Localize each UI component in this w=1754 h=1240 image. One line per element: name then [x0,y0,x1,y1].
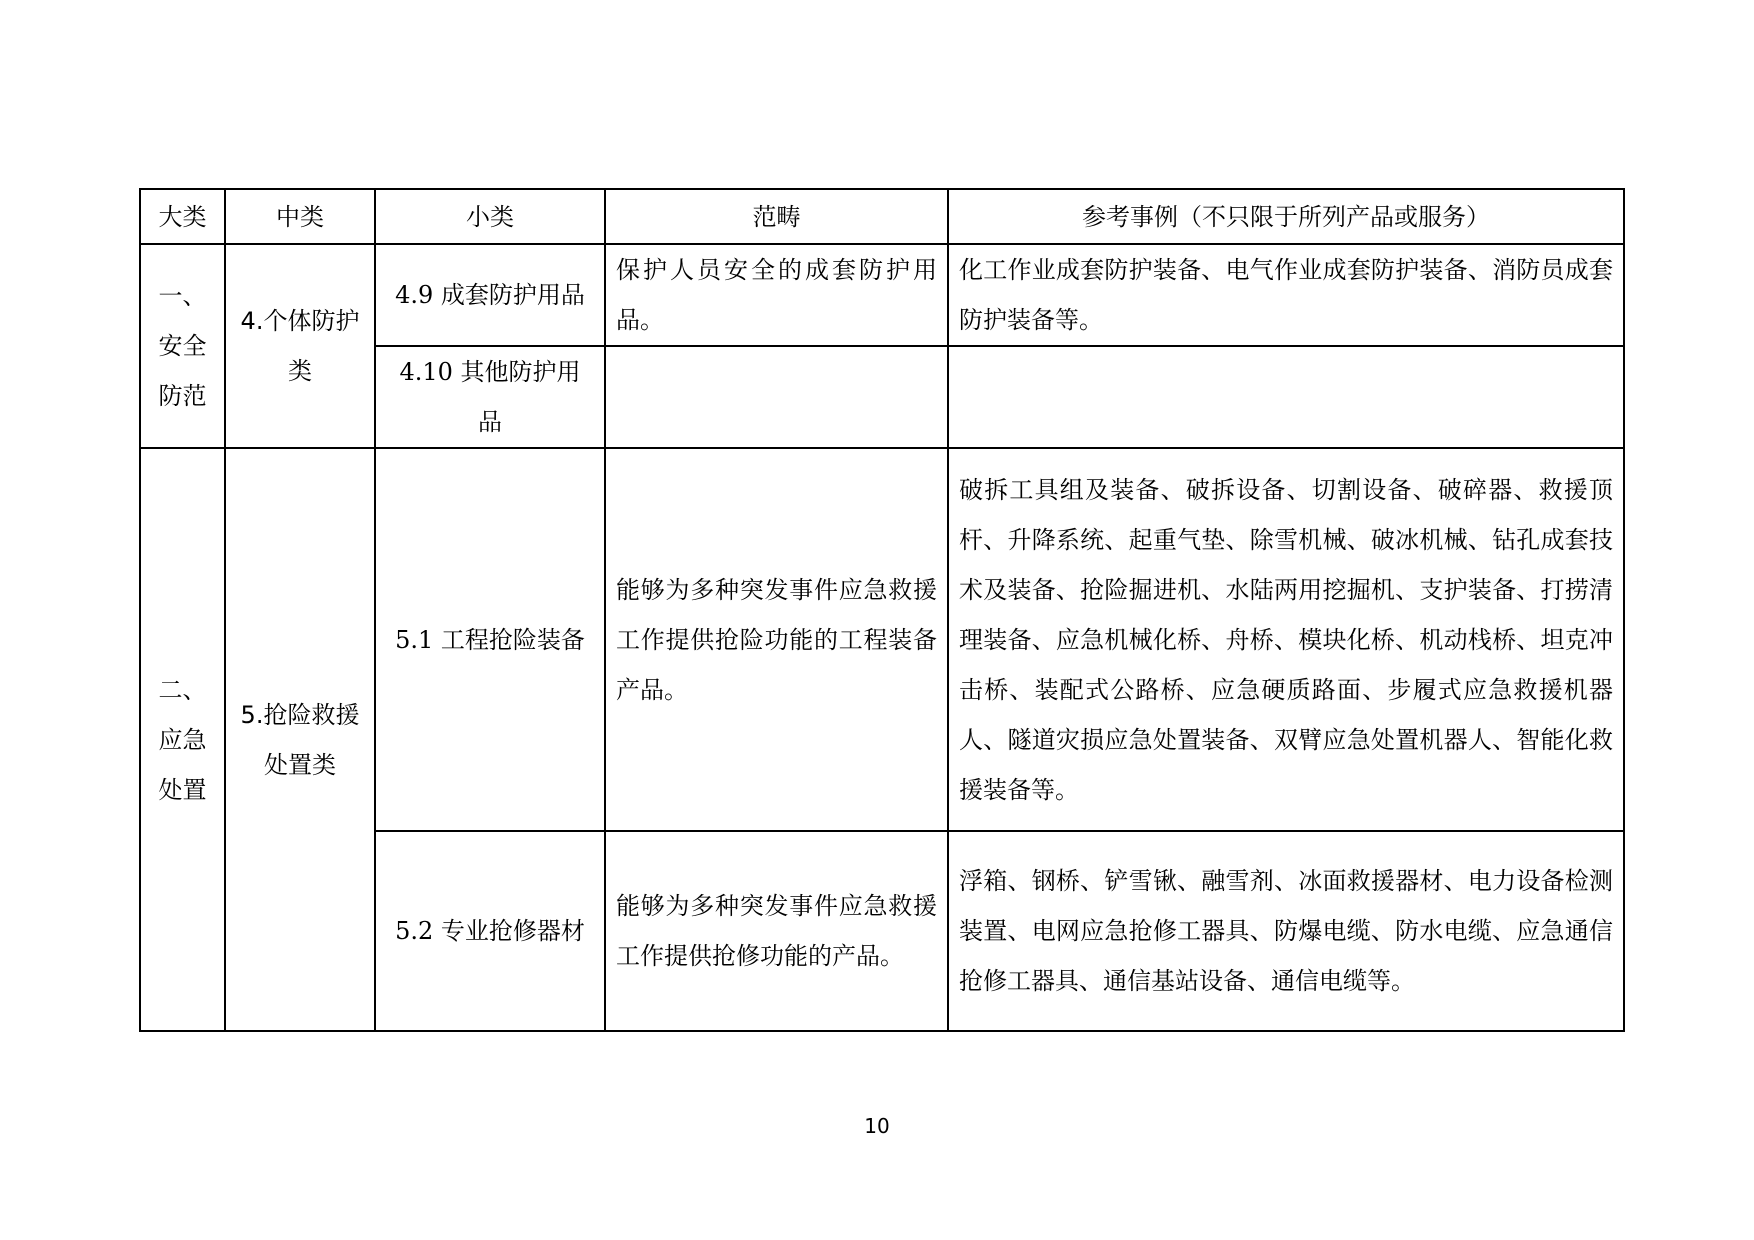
scope-cell: 能够为多种突发事件应急救援工作提供抢修功能的产品。 [605,831,948,1031]
page-number: 10 [864,1114,890,1138]
table-row [140,244,1624,346]
header-medium: 中类 [225,189,375,244]
examples-cell: 浮箱、钢桥、铲雪锹、融雪剂、冰面救援器材、电力设备检测装置、电网应急抢修工器具、防爆电缆、防水电缆、应急通信抢修工器具、通信基站设备、通信电缆等。 [948,831,1624,1031]
examples-cell [948,346,1624,448]
scope-cell: 能够为多种突发事件应急救援工作提供抢险功能的工程装备产品。 [605,448,948,831]
header-major: 大类 [140,189,225,244]
table-row [140,448,1624,831]
scope-cell [605,346,948,448]
medium-category-cell: 5.抢险救援处置类 [225,448,375,1031]
header-scope: 范畴 [605,189,948,244]
minor-category-cell: 4.10 其他防护用品 [375,346,605,448]
major-category-cell: 一、安全防范 [140,244,225,448]
major-category-cell: 二、应急处置 [140,448,225,1031]
minor-category-cell: 5.2 专业抢修器材 [375,831,605,1031]
minor-category-cell: 5.1 工程抢险装备 [375,448,605,831]
minor-category-cell: 4.9 成套防护用品 [375,244,605,346]
header-examples: 参考事例（不只限于所列产品或服务） [948,189,1624,244]
examples-cell: 破拆工具组及装备、破拆设备、切割设备、破碎器、救援顶杆、升降系统、起重气垫、除雪机械、破冰机械、钻孔成套技术及装备、抢险掘进机、水陆两用挖掘机、支护装备、打捞清理装备、应急机械化桥、舟桥、模块化桥、机动栈桥、坦克冲击桥、装配式公路桥、应急硬质路面、步履式应急救援机器人、隧道灾损应急处置装备、双臂应急处置机器人、智能化救援装备等。 [948,448,1624,831]
examples-cell: 化工作业成套防护装备、电气作业成套防护装备、消防员成套防护装备等。 [948,244,1624,346]
scope-cell: 保护人员安全的成套防护用品。 [605,244,948,346]
table-header-row [140,189,1624,244]
medium-category-cell: 4.个体防护类 [225,244,375,448]
header-minor: 小类 [375,189,605,244]
category-table [139,188,1625,1032]
